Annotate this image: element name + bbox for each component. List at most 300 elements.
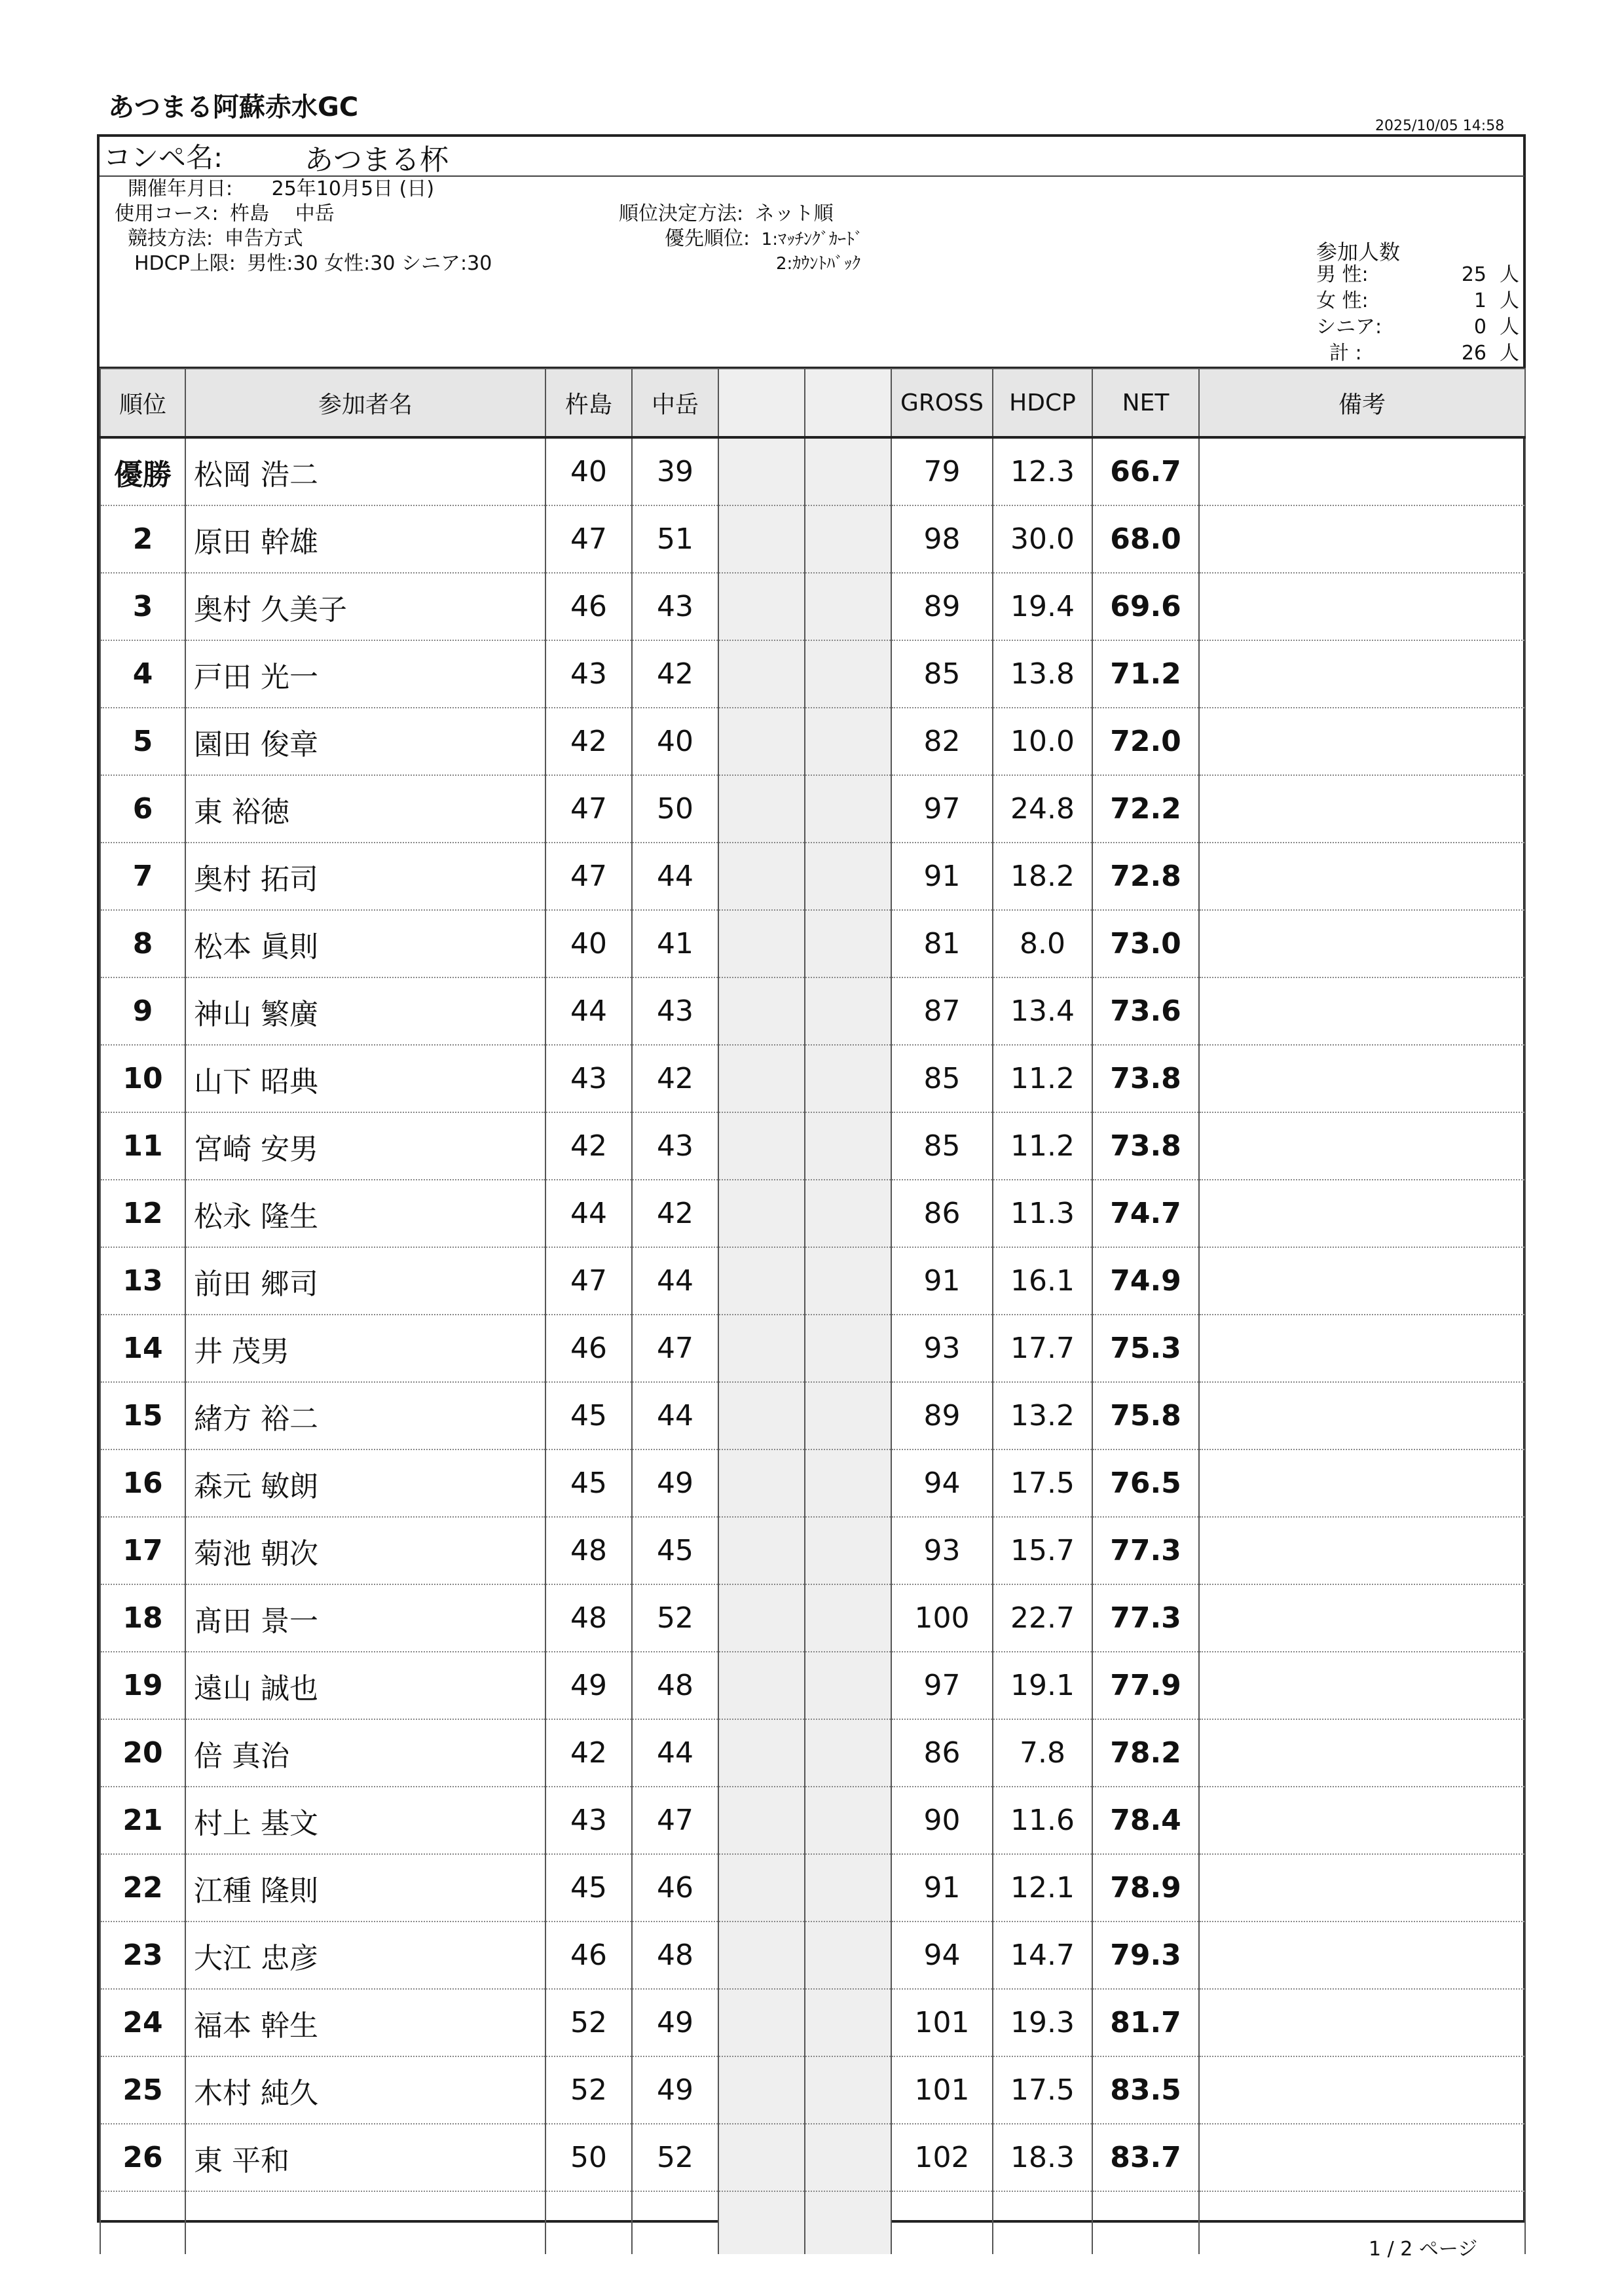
blank-cell bbox=[805, 1180, 891, 1247]
remarks-cell bbox=[1199, 1584, 1525, 1652]
hdcp-cell: 12.1 bbox=[993, 1854, 1092, 1922]
net-cell: 77.9 bbox=[1092, 1652, 1199, 1719]
col-course2-header: 中岳 bbox=[632, 369, 718, 437]
gross-cell: 91 bbox=[891, 843, 993, 910]
blank-cell bbox=[718, 708, 805, 775]
rank-cell: 23 bbox=[100, 1922, 185, 1989]
net-cell: 72.2 bbox=[1092, 775, 1199, 843]
hdcp-cell: 11.2 bbox=[993, 1112, 1092, 1180]
hdcp-cell: 16.1 bbox=[993, 1247, 1092, 1315]
gross-cell: 102 bbox=[891, 2124, 993, 2191]
course1-score-cell: 47 bbox=[545, 505, 632, 573]
info-course bbox=[115, 202, 335, 227]
course1-score-cell: 52 bbox=[545, 2056, 632, 2124]
participants-unit: 人 bbox=[1500, 316, 1519, 338]
table-row bbox=[100, 1652, 1525, 1719]
name-cell: 大江 忠彦 bbox=[185, 1922, 545, 1989]
name-cell: 奥村 拓司 bbox=[185, 843, 545, 910]
course2-score-cell: 39 bbox=[632, 437, 718, 505]
name-cell: 菊池 朝次 bbox=[185, 1517, 545, 1584]
course1-score-cell: 45 bbox=[545, 1449, 632, 1517]
hdcp-cell: 13.8 bbox=[993, 640, 1092, 708]
participants-female bbox=[1316, 288, 1519, 314]
participants-value: 0 bbox=[1473, 316, 1486, 338]
gross-cell: 87 bbox=[891, 977, 993, 1045]
col-rank-header: 順位 bbox=[100, 369, 185, 437]
participants-label: シニア: bbox=[1316, 316, 1382, 338]
gross-cell: 86 bbox=[891, 1719, 993, 1787]
hdcp-cell: 17.5 bbox=[993, 1449, 1092, 1517]
blank-cell bbox=[805, 1854, 891, 1922]
rank-cell: 4 bbox=[100, 640, 185, 708]
gross-cell: 85 bbox=[891, 1045, 993, 1112]
participants-title: 参加人数 bbox=[1316, 240, 1401, 264]
table-row bbox=[100, 1989, 1525, 2056]
gross-cell: 85 bbox=[891, 1112, 993, 1180]
blank-cell bbox=[718, 775, 805, 843]
remarks-cell bbox=[1199, 708, 1525, 775]
blank-cell bbox=[805, 1517, 891, 1584]
rank-cell: 11 bbox=[100, 1112, 185, 1180]
empty-cell bbox=[632, 2191, 718, 2254]
hdcp-cell: 12.3 bbox=[993, 437, 1092, 505]
remarks-cell bbox=[1199, 775, 1525, 843]
rank-cell: 12 bbox=[100, 1180, 185, 1247]
name-cell: 東 平和 bbox=[185, 2124, 545, 2191]
course1-score-cell: 40 bbox=[545, 910, 632, 977]
gross-cell: 91 bbox=[891, 1854, 993, 1922]
blank-cell bbox=[805, 1989, 891, 2056]
gross-cell: 89 bbox=[891, 573, 993, 640]
net-cell: 74.7 bbox=[1092, 1180, 1199, 1247]
name-cell: 松本 眞則 bbox=[185, 910, 545, 977]
remarks-cell bbox=[1199, 1247, 1525, 1315]
net-cell: 78.4 bbox=[1092, 1787, 1199, 1854]
course2-score-cell: 42 bbox=[632, 1180, 718, 1247]
net-cell: 81.7 bbox=[1092, 1989, 1199, 2056]
remarks-cell bbox=[1199, 437, 1525, 505]
table-row bbox=[100, 1719, 1525, 1787]
gross-cell: 93 bbox=[891, 1517, 993, 1584]
info-course-label: 使用コース: bbox=[115, 202, 219, 225]
blank-cell bbox=[805, 1787, 891, 1854]
gross-cell: 91 bbox=[891, 1247, 993, 1315]
name-cell: 原田 幹雄 bbox=[185, 505, 545, 573]
gross-cell: 82 bbox=[891, 708, 993, 775]
table-row-empty bbox=[100, 2191, 1525, 2254]
course1-score-cell: 47 bbox=[545, 775, 632, 843]
name-cell: 木村 純久 bbox=[185, 2056, 545, 2124]
blank-cell bbox=[718, 2056, 805, 2124]
hdcp-cell: 22.7 bbox=[993, 1584, 1092, 1652]
remarks-cell bbox=[1199, 1652, 1525, 1719]
net-cell: 74.9 bbox=[1092, 1247, 1199, 1315]
table-row bbox=[100, 1922, 1525, 1989]
rank-cell: 10 bbox=[100, 1045, 185, 1112]
course2-score-cell: 40 bbox=[632, 708, 718, 775]
participants-senior bbox=[1316, 314, 1519, 340]
competition-name: あつまる杯 bbox=[304, 143, 449, 177]
participants-unit: 人 bbox=[1500, 263, 1519, 286]
blank-cell bbox=[805, 708, 891, 775]
blank-cell bbox=[718, 1989, 805, 2056]
hdcp-cell: 18.3 bbox=[993, 2124, 1092, 2191]
participants-label: 計 : bbox=[1329, 342, 1362, 365]
blank-cell bbox=[718, 910, 805, 977]
table-row bbox=[100, 708, 1525, 775]
hdcp-cell: 14.7 bbox=[993, 1922, 1092, 1989]
info-method-value: 申告方式 bbox=[224, 227, 303, 250]
course2-score-cell: 49 bbox=[632, 2056, 718, 2124]
course1-score-cell: 50 bbox=[545, 2124, 632, 2191]
remarks-cell bbox=[1199, 843, 1525, 910]
course1-score-cell: 49 bbox=[545, 1652, 632, 1719]
info-method-label: 競技方法: bbox=[128, 227, 213, 250]
info-priority-1: 1:ﾏｯﾁﾝｸﾞｶｰﾄﾞ bbox=[761, 230, 863, 249]
name-cell: 髙田 景一 bbox=[185, 1584, 545, 1652]
table-row bbox=[100, 1382, 1525, 1449]
rank-cell: 26 bbox=[100, 2124, 185, 2191]
participants-value: 25 bbox=[1461, 263, 1486, 286]
col-remarks-header: 備考 bbox=[1199, 369, 1525, 437]
gross-cell: 93 bbox=[891, 1315, 993, 1382]
course1-score-cell: 44 bbox=[545, 1180, 632, 1247]
blank-cell bbox=[718, 1247, 805, 1315]
table-row bbox=[100, 1584, 1525, 1652]
table-row bbox=[100, 775, 1525, 843]
gross-cell: 89 bbox=[891, 1382, 993, 1449]
net-cell: 78.9 bbox=[1092, 1854, 1199, 1922]
blank-cell bbox=[718, 1112, 805, 1180]
course2-score-cell: 49 bbox=[632, 1449, 718, 1517]
course2-score-cell: 50 bbox=[632, 775, 718, 843]
net-cell: 75.3 bbox=[1092, 1315, 1199, 1382]
remarks-cell bbox=[1199, 1989, 1525, 2056]
remarks-cell bbox=[1199, 1719, 1525, 1787]
blank-cell bbox=[805, 1449, 891, 1517]
hdcp-cell: 13.2 bbox=[993, 1382, 1092, 1449]
course2-score-cell: 41 bbox=[632, 910, 718, 977]
table-row bbox=[100, 437, 1525, 505]
rank-cell: 24 bbox=[100, 1989, 185, 2056]
name-cell: 奥村 久美子 bbox=[185, 573, 545, 640]
col-net-header: NET bbox=[1092, 369, 1199, 437]
blank-cell bbox=[718, 1180, 805, 1247]
blank-cell bbox=[718, 1854, 805, 1922]
rank-cell: 17 bbox=[100, 1517, 185, 1584]
blank-cell bbox=[805, 977, 891, 1045]
hdcp-cell: 11.6 bbox=[993, 1787, 1092, 1854]
hdcp-cell: 17.7 bbox=[993, 1315, 1092, 1382]
remarks-cell bbox=[1199, 1787, 1525, 1854]
results-body bbox=[100, 437, 1525, 2254]
net-cell: 66.7 bbox=[1092, 437, 1199, 505]
competition-label: コンペ名: bbox=[103, 141, 223, 173]
results-table bbox=[100, 368, 1526, 2254]
blank-cell bbox=[805, 2056, 891, 2124]
course1-score-cell: 43 bbox=[545, 1045, 632, 1112]
table-header-row bbox=[100, 369, 1525, 437]
table-row bbox=[100, 640, 1525, 708]
table-row bbox=[100, 1854, 1525, 1922]
blank-cell bbox=[718, 640, 805, 708]
info-rank-method-value: ネット順 bbox=[754, 202, 834, 225]
table-row bbox=[100, 977, 1525, 1045]
empty-cell bbox=[718, 2191, 805, 2254]
blank-cell bbox=[805, 1922, 891, 1989]
remarks-cell bbox=[1199, 2056, 1525, 2124]
course2-score-cell: 45 bbox=[632, 1517, 718, 1584]
rank-cell: 13 bbox=[100, 1247, 185, 1315]
blank-cell bbox=[718, 977, 805, 1045]
name-cell: 森元 敏朗 bbox=[185, 1449, 545, 1517]
blank-cell bbox=[718, 573, 805, 640]
course1-score-cell: 47 bbox=[545, 843, 632, 910]
course2-score-cell: 43 bbox=[632, 977, 718, 1045]
remarks-cell bbox=[1199, 1854, 1525, 1922]
col-gross-header: GROSS bbox=[891, 369, 993, 437]
rank-cell: 21 bbox=[100, 1787, 185, 1854]
hdcp-cell: 18.2 bbox=[993, 843, 1092, 910]
name-cell: 緒方 裕二 bbox=[185, 1382, 545, 1449]
empty-cell bbox=[185, 2191, 545, 2254]
course1-score-cell: 48 bbox=[545, 1517, 632, 1584]
empty-cell bbox=[1092, 2191, 1199, 2254]
col-blank-header bbox=[805, 369, 891, 437]
course2-score-cell: 52 bbox=[632, 1584, 718, 1652]
hdcp-cell: 11.3 bbox=[993, 1180, 1092, 1247]
blank-cell bbox=[805, 910, 891, 977]
net-cell: 75.8 bbox=[1092, 1382, 1199, 1449]
gross-cell: 79 bbox=[891, 437, 993, 505]
net-cell: 72.8 bbox=[1092, 843, 1199, 910]
rank-cell: 19 bbox=[100, 1652, 185, 1719]
blank-cell bbox=[805, 1247, 891, 1315]
course1-score-cell: 42 bbox=[545, 1112, 632, 1180]
course1-score-cell: 43 bbox=[545, 1787, 632, 1854]
hdcp-cell: 8.0 bbox=[993, 910, 1092, 977]
course2-score-cell: 42 bbox=[632, 640, 718, 708]
blank-cell bbox=[718, 1382, 805, 1449]
club-name: あつまる阿蘇赤水GC bbox=[108, 92, 359, 122]
course2-score-cell: 42 bbox=[632, 1045, 718, 1112]
course2-score-cell: 44 bbox=[632, 843, 718, 910]
net-cell: 69.6 bbox=[1092, 573, 1199, 640]
table-row bbox=[100, 1112, 1525, 1180]
course2-score-cell: 51 bbox=[632, 505, 718, 573]
name-cell: 宮崎 安男 bbox=[185, 1112, 545, 1180]
rank-cell: 6 bbox=[100, 775, 185, 843]
course1-score-cell: 45 bbox=[545, 1382, 632, 1449]
blank-cell bbox=[805, 843, 891, 910]
gross-cell: 101 bbox=[891, 1989, 993, 2056]
table-row bbox=[100, 843, 1525, 910]
rank-cell: 9 bbox=[100, 977, 185, 1045]
rank-cell: 16 bbox=[100, 1449, 185, 1517]
info-priority-label: 優先順位: bbox=[665, 227, 750, 250]
gross-cell: 90 bbox=[891, 1787, 993, 1854]
course2-score-cell: 46 bbox=[632, 1854, 718, 1922]
table-row bbox=[100, 1449, 1525, 1517]
net-cell: 76.5 bbox=[1092, 1449, 1199, 1517]
empty-cell bbox=[993, 2191, 1092, 2254]
blank-cell bbox=[805, 1584, 891, 1652]
name-cell: 東 裕徳 bbox=[185, 775, 545, 843]
net-cell: 78.2 bbox=[1092, 1719, 1199, 1787]
name-cell: 山下 昭典 bbox=[185, 1045, 545, 1112]
gross-cell: 94 bbox=[891, 1922, 993, 1989]
remarks-cell bbox=[1199, 1382, 1525, 1449]
hdcp-cell: 7.8 bbox=[993, 1719, 1092, 1787]
col-course1-header: 杵島 bbox=[545, 369, 632, 437]
remarks-cell bbox=[1199, 2124, 1525, 2191]
blank-cell bbox=[805, 437, 891, 505]
gross-cell: 94 bbox=[891, 1449, 993, 1517]
blank-cell bbox=[805, 775, 891, 843]
hdcp-cell: 19.3 bbox=[993, 1989, 1092, 2056]
remarks-cell bbox=[1199, 977, 1525, 1045]
course1-score-cell: 40 bbox=[545, 437, 632, 505]
gross-cell: 97 bbox=[891, 1652, 993, 1719]
course1-score-cell: 47 bbox=[545, 1247, 632, 1315]
remarks-cell bbox=[1199, 1922, 1525, 1989]
info-priority-2: 2:ｶｳﾝﾄﾊﾞｯｸ bbox=[776, 254, 861, 274]
info-rank-method-label: 順位決定方法: bbox=[619, 202, 744, 225]
course1-score-cell: 44 bbox=[545, 977, 632, 1045]
rank-cell: 22 bbox=[100, 1854, 185, 1922]
table-row bbox=[100, 505, 1525, 573]
course1-score-cell: 43 bbox=[545, 640, 632, 708]
course2-score-cell: 43 bbox=[632, 573, 718, 640]
blank-cell bbox=[718, 2124, 805, 2191]
rank-cell: 18 bbox=[100, 1584, 185, 1652]
info-priority bbox=[665, 227, 863, 252]
blank-cell bbox=[718, 1045, 805, 1112]
col-blank-header bbox=[718, 369, 805, 437]
blank-cell bbox=[718, 437, 805, 505]
blank-cell bbox=[805, 1112, 891, 1180]
col-name-header: 参加者名 bbox=[185, 369, 545, 437]
blank-cell bbox=[718, 1584, 805, 1652]
net-cell: 73.6 bbox=[1092, 977, 1199, 1045]
participants-value: 26 bbox=[1461, 342, 1486, 365]
blank-cell bbox=[805, 1315, 891, 1382]
blank-cell bbox=[805, 505, 891, 573]
name-cell: 園田 俊章 bbox=[185, 708, 545, 775]
remarks-cell bbox=[1199, 640, 1525, 708]
remarks-cell bbox=[1199, 910, 1525, 977]
info-date-value: 25年10月5日 (日) bbox=[271, 177, 435, 200]
hdcp-cell: 24.8 bbox=[993, 775, 1092, 843]
course1-score-cell: 52 bbox=[545, 1989, 632, 2056]
name-cell: 福本 幹生 bbox=[185, 1989, 545, 2056]
net-cell: 83.7 bbox=[1092, 2124, 1199, 2191]
rank-cell: 5 bbox=[100, 708, 185, 775]
info-hdcp bbox=[134, 251, 492, 276]
blank-cell bbox=[718, 1787, 805, 1854]
rank-cell: 25 bbox=[100, 2056, 185, 2124]
remarks-cell bbox=[1199, 1315, 1525, 1382]
info-rank-method bbox=[619, 202, 834, 227]
blank-cell bbox=[805, 573, 891, 640]
participants-total bbox=[1316, 340, 1519, 367]
table-row bbox=[100, 1787, 1525, 1854]
gross-cell: 81 bbox=[891, 910, 993, 977]
participants-male bbox=[1316, 262, 1519, 288]
empty-cell bbox=[891, 2191, 993, 2254]
table-row bbox=[100, 1315, 1525, 1382]
participants-value: 1 bbox=[1473, 289, 1486, 312]
blank-cell bbox=[718, 843, 805, 910]
blank-cell bbox=[805, 1719, 891, 1787]
rank-cell: 優勝 bbox=[100, 437, 185, 505]
rank-cell: 15 bbox=[100, 1382, 185, 1449]
participants-label: 男 性: bbox=[1316, 263, 1369, 286]
table-row bbox=[100, 573, 1525, 640]
hdcp-cell: 17.5 bbox=[993, 2056, 1092, 2124]
course1-score-cell: 46 bbox=[545, 1315, 632, 1382]
course2-score-cell: 44 bbox=[632, 1382, 718, 1449]
blank-cell bbox=[718, 1922, 805, 1989]
gross-cell: 101 bbox=[891, 2056, 993, 2124]
name-cell: 倍 真治 bbox=[185, 1719, 545, 1787]
course1-score-cell: 46 bbox=[545, 1922, 632, 1989]
blank-cell bbox=[805, 1652, 891, 1719]
name-cell: 遠山 誠也 bbox=[185, 1652, 545, 1719]
course1-score-cell: 48 bbox=[545, 1584, 632, 1652]
hdcp-cell: 19.4 bbox=[993, 573, 1092, 640]
blank-cell bbox=[805, 1045, 891, 1112]
table-row bbox=[100, 1517, 1525, 1584]
net-cell: 71.2 bbox=[1092, 640, 1199, 708]
gross-cell: 86 bbox=[891, 1180, 993, 1247]
info-hdcp-value: 男性:30 女性:30 シニア:30 bbox=[247, 252, 492, 275]
table-row bbox=[100, 910, 1525, 977]
info-hdcp-label: HDCP上限: bbox=[134, 252, 236, 275]
remarks-cell bbox=[1199, 1045, 1525, 1112]
course2-score-cell: 48 bbox=[632, 1652, 718, 1719]
rank-cell: 3 bbox=[100, 573, 185, 640]
participants-unit: 人 bbox=[1500, 289, 1519, 312]
net-cell: 77.3 bbox=[1092, 1517, 1199, 1584]
rank-cell: 7 bbox=[100, 843, 185, 910]
course1-score-cell: 42 bbox=[545, 1719, 632, 1787]
table-row bbox=[100, 1180, 1525, 1247]
net-cell: 73.8 bbox=[1092, 1112, 1199, 1180]
gross-cell: 97 bbox=[891, 775, 993, 843]
remarks-cell bbox=[1199, 1449, 1525, 1517]
blank-cell bbox=[718, 1719, 805, 1787]
course2-score-cell: 48 bbox=[632, 1922, 718, 1989]
hdcp-cell: 10.0 bbox=[993, 708, 1092, 775]
remarks-cell bbox=[1199, 1112, 1525, 1180]
empty-cell bbox=[100, 2191, 185, 2254]
page-indicator: 1 / 2 ページ bbox=[1369, 2238, 1478, 2261]
course1-score-cell: 45 bbox=[545, 1854, 632, 1922]
info-method bbox=[128, 227, 303, 251]
blank-cell bbox=[718, 505, 805, 573]
empty-cell bbox=[805, 2191, 891, 2254]
table-row bbox=[100, 1247, 1525, 1315]
net-cell: 73.0 bbox=[1092, 910, 1199, 977]
table-row bbox=[100, 2056, 1525, 2124]
blank-cell bbox=[718, 1517, 805, 1584]
remarks-cell bbox=[1199, 1180, 1525, 1247]
info-date bbox=[128, 177, 434, 202]
table-row bbox=[100, 1045, 1525, 1112]
info-date-label: 開催年月日: bbox=[128, 177, 233, 200]
empty-cell bbox=[545, 2191, 632, 2254]
